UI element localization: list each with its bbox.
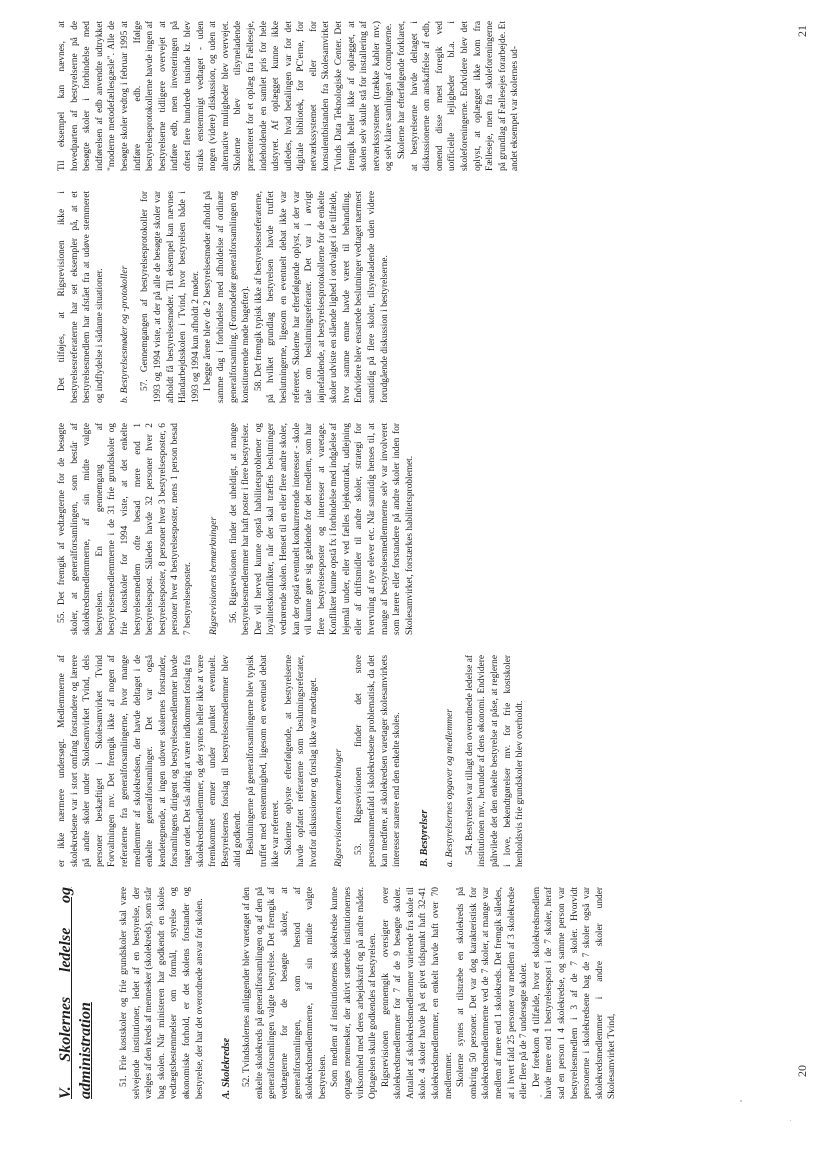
page-number-left: 20 [795,1065,809,1077]
paragraph-57-b: I begge årene blev de 2 bestyrelsesmøder afholdt på samme dag i forbindelse med afholdelse af ordinær generalforsamling. (Formodefør generalforsamlingen og konstituerende møde bagefter). [203,191,252,403]
paragraph-58: 58. Det fremgik typisk ikke af bestyrelsesreferaterne, på hvilket grundlag bestyrelsen havde truffet beslutningerne, ligesom en eventuelt debat ikke var refereret. Skolerne har efterfølgende oplyst, at der var tale om beslutningsreferater. Det var i øvrigt iøjnefaldende, at bestyrelsesprotokollerne for de enkelte skoler udviste en slående lighed i ordvalget i de tilfælde, hvor samme emne havde været til behandling. Endvidere blev ensartede beslutninger vedtaget nærmest samtidig på flere skoler, tilsyneladende uden videre forudgående diskussion i bestyrelserne. [253,191,390,403]
section-heading-rigsrevisionen-1: Rigsrevisionens bemærkninger [333,748,345,867]
paragraph-55: 55. Det fremgik af vedtægterne for de besøgte skoler, at generalforsamlingen, som består af skolekredsmedlemmerne, af sin midte valgte bestyrelsen. En gennemgang af bestyrelsesmedlemmerne i de 31 frie grundskoler og frie kostskoler for 1994 viste, at det enkelte bestyrelsesmedlem ofte besad mere end 1 bestyrelsespost. Således havde 32 personer hver 2 bestyrelsesposter, 8 personer hver 3 bestyrelsesposter, 6 personer hver 4 bestyrelsesposter, mens 1 person besad 7 bestyrelsesposter. [57,423,193,635]
chapter-title: V. Skolernes ledelse og administration [57,887,94,1099]
paragraph-51: 51. Frie kostskoler og frie grundskoler skal være selvejende institutioner, ledet af en bestyrelse, der vælges af den kreds af mennesker (skolekreds), som står bag skolen. Når ministeren har godkendt en skoles vedtægtsbestemmelser om formål, styrelse og økonomiske forhold, er det skolens forstander og bestyrelse, der har det overordnede ansvar for skolen. [119,887,205,1099]
paragraph-52-d: Skolerne syntes at tilstræbe en skolekreds på omkring 50 personer. Det var dog karakteristisk for skolekredsmedlemmerne ved de 7 skoler, at mange var medlem af mere end 1 skolekreds. Det fremgik således, at i hvert fald 25 personer var medlem af 3 skolekredse eller flere på de 7 undersøgte skoler. [456,887,530,1099]
paragraph-52-f: er ikke nærmere undersøgt. Medlemmerne af skolekredsene var i stort omfang forstandere og lærere på andre skoler under Skolesamvirket Tvind, dels personer beskæftiget i Skolesamvirket Tvind Forvaltningen mv. Det fremgik ikke af nogen af referaterne fra generalforsamlingerne, hvor mange medlemmer af skolekredsen, der havde deltaget i de enkelte generalforsamlinger. Det var også kendetegnende, at ingen udover skolernes forstander, forsamlingens dirigent og bestyrelsesmedlemmer havde taget ordet. Det sås aldrig at være indkommet forslag fra skolekredsmedlemmer, og der syntes heller ikke at være fremkommet emner under punktet eventuelt. Bestyrelsernes forslag til bestyrelsesmedlemmer blev altid godkendt. [57,655,244,867]
text-column-1 [56,887,796,1099]
paragraph-54: 54. Bestyrelsen var tillagt den overordnede ledelse af institutionen mv., herunder af dens økonomi. Endvidere påhvilede det den enkelte bestyrelse at påse, at reglerne i love, bekendtgørelser mv. for frie kostskoler henholdsvis frie grundskoler blev overholdt. [464,655,526,867]
text-column-2 [56,655,796,867]
scan-speck [740,1100,742,1102]
paragraph-58-b: Til eksempel kan nævnes, at hovedparten af bestyrelserne på de besøgte skoler i forbindelse med indførelsen af edb anvendte udtrykket "moderne metodefællesgæsle". Alle de besøgte skoler vedtog i februar 1995 at indføre edb. Ifølge bestyrelsesprotokollerne havde ingen af bestyrelserne tidligere overvejet at indføre edb, men investeringen på oftest flere hundrede tusinde kr. blev straks enstemmigt vedtaget - uden nogen (videre) diskussion, og uden at alternative muligheder blev overvejet. Skolerne blev tilsyneladende præsenteret for et oplæg fra Fælleseje, indeholdende en samlet pris for hele udstyret. Af oplægget kunne ikke udledes, hvad betalingen var for det digitale bibliotek, for PC'erne, for netværkssystemet eller for konsulentbistanden fra Skolesamvirket Tvinds Data Teknologiske Center. Det fremgik heller ikke af oplægget, at skolen selv skulle stå for installering af netværkssystemet (trække kabler mv.) og selv klare samlingen af computerne. [57,21,395,171]
paragraph-52-h: Skolerne oplyste efterfølgende, at bestyrelserne havde opfattet referaterne som beslutningsreferater, hvorfor diskussioner og forslag ikke var medtaget. [283,655,319,867]
paragraph-52-e: Der forekom 4 tilfælde, hvor et skolekredsmedlem havde mere end 1 bestyrelsespost i de 7 skoler, heraf sad en person i 4 skolekredse, og samme person var bestyrelsesmedlem i 3 af de 7 skoler. Hvorvidt personerne i skolekredsene bag de 7 skoler også var skolekredsmedlemmer i andre skoler under Skolesamvirket Tvind, [531,887,618,1099]
text-column-5 [56,21,796,171]
text-column-4 [56,191,796,403]
scan-speck [790,1120,791,1121]
section-heading-bestyrelsesmoder: b. Bestyrelsesmøder og -protokoller [119,265,131,403]
paragraph-52-g: Beslutningerne på generalforsamlingerne blev typisk truffet med enstemmighed, ligesom en eventuel debat ikke var refereret. [245,655,282,867]
text-column-3 [56,423,796,635]
section-heading-rigsrevisionen-2: Rigsrevisionens bemærkninger [207,516,219,635]
section-heading-bestyrelser: B. Bestyrelser [418,809,430,867]
section-heading-skolekredse: A. Skolekredse [221,1037,233,1099]
scan-speck [540,1095,542,1097]
paragraph-53: 53. Rigsrevisionen finder det store personsammenfald i skolekredsene problematisk, da det kan medføre, at skolekredsen varetager skolesamvirkets interesser snarere end den enkelte skoles. [354,655,403,867]
section-heading-opgaver: a. Bestyrelsernes opgaver og medlemmer [443,708,455,867]
paragraph-52: 52. Tvindskolernes anliggender blev varetaget af den enkelte skolekreds på generalforsamlingen og af den på generalforsamlingen valgte bestyrelse. Det fremgik af vedtægterne for de besøgte skoler, at generalforsamlingen, som bestod af skolekredsmedlemmerne, af sin midte valgte bestyrelsen. [242,887,328,1099]
paragraph-56-b: Det tilføjes, at Rigsrevisionen ikke i bestyrelsesreferaterne har set eksempler på, at et bestyrelsesmedlem har afstået fra at udøve stemmeret og indflydelse i sådanne situationer. [57,191,105,403]
paragraph-57: 57. Gennemgangen af bestyrelsesprotokoller for 1993 og 1994 viste, at der på alle de besøgte skoler var afholdt få bestyrelsesmøder. Til eksempel kan nævnes Håndarbejdsskolen i Tvind, hvor bestyrelsen både i 1993 og 1994 kun afholdt 2 møder. [140,191,201,403]
page-number-right: 21 [795,25,809,37]
paragraph-58-c: Skolerne har efterfølgende forklaret, at bestyrelserne havde deltaget i diskussionerne om anskaffelse af edb, omend disse mest foregik ved uofficielle lejligheder bl.a. i skoleforeningerne. Endvidere blev det oplyst, at oplægget ikke kom fra Fælleseje, men fra skoleforeningerne på grundlag af Fællesejes forarbejde. Et andet eksempel var skolernes ud- [397,21,521,171]
paragraph-52-c: Rigsrevisionen gennemgik oversigter over skolekredsmedlemmer for 7 af de 9 besøgte skoler. Antallet af skolekredsmedlemmer varierede fra skole til skole. 4 skoler havde på et givet tidspunkt haft 32-41 skolekredsmedlemmer, en enkelt havde haft over 70 medlemmer. [380,887,454,1099]
paragraph-52-b: Som medlem af institutionernes skolekredse kunne optages mennesker, der aktivt støttede institutionernes virksomhed med deres arbejdskraft og på andre måder. Optagelsen skulle godkendes af bestyrelsen. [330,887,379,1099]
paragraph-56: 56. Rigsrevisionen finder det uheldigt, at mange bestyrelsesmedlemmer har haft poster i flere bestyrelser. Der vil herved kunne opstå habilitetsproblemer og loyalitetskonflikter, når der skal træffes beslutninger vedrørende skolen. Henset til en eller flere andre skoler, kan der opstå eventuelt konkurrerende interesser - skole vil kunne gøre sig gældende for det medlem, som har flere bestyrelsesposter og interesser at varetage. Konflikter kunne opstå fx i forbindelse med indgåelse af lejemål under, eller ved fælles lejekontrakt, udlejning eller af driftsmidler til andre skoler, strategi for hvervning af nye elever etc. Når samtidig henses til, at mange af bestyrelsesmedlemmerne selv var involveret som lærere eller forstandere på andre skoler inden for Skolesamvirket, forstærkes habilitetsproblemet. [228,423,415,635]
